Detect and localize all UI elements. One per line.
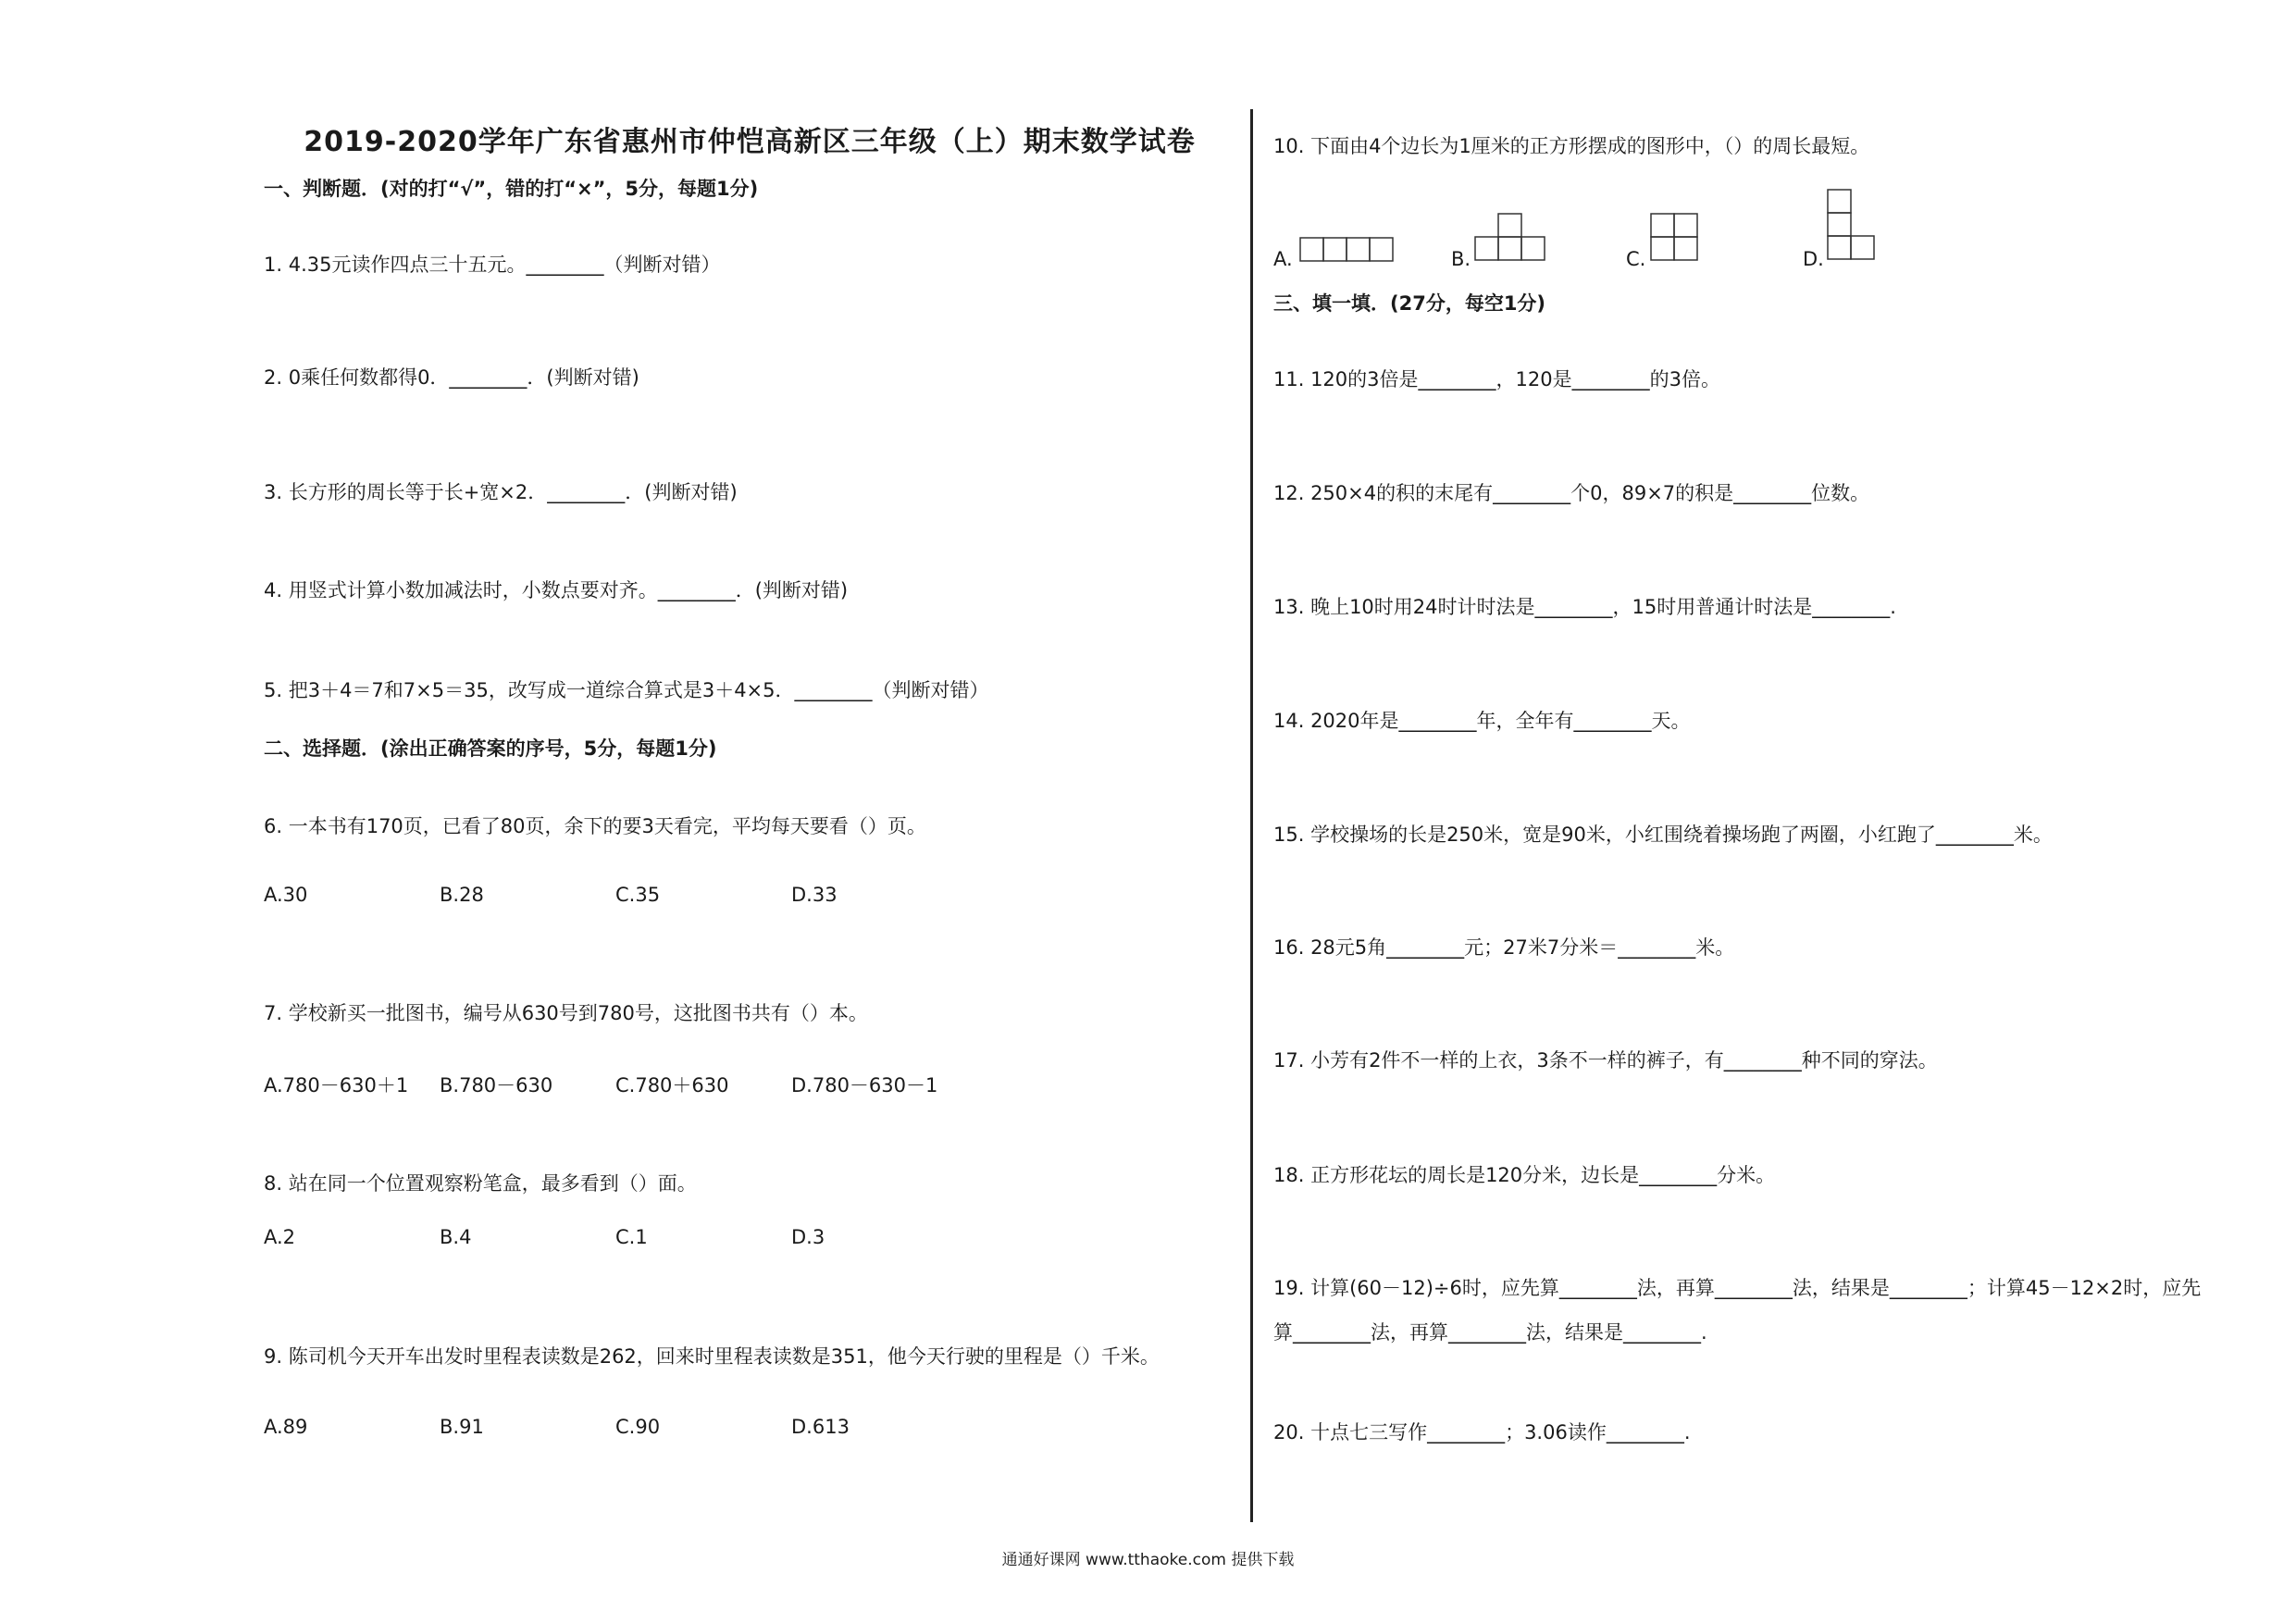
question-10-option-a: A.	[1273, 248, 1293, 270]
question-2: 2. 0乘任何数都得0．________．(判断对错)	[264, 366, 639, 389]
question-12: 12. 250×4的积的末尾有________个0，89×7的积是________位数。	[1273, 482, 1870, 504]
question-14: 14. 2020年是________年，全年有________天。	[1273, 710, 1691, 732]
question-11: 11. 120的3倍是________，120是________的3倍。	[1273, 368, 1720, 390]
question-6: 6. 一本书有170页，已看了80页，余下的要3天看完，平均每天要看（）页。	[264, 815, 926, 837]
question-3: 3. 长方形的周长等于长+宽×2．________．(判断对错)	[264, 481, 738, 503]
page-title: 2019-2020学年广东省惠州市仲恺高新区三年级（上）期末数学试卷	[304, 126, 1196, 158]
question-7: 7. 学校新买一批图书，编号从630号到780号，这批图书共有（）本。	[264, 1002, 868, 1024]
question-9-option-c: C.90	[615, 1416, 661, 1438]
section-heading-choice: 二、选择题．(涂出正确答案的序号，5分，每题1分)	[264, 737, 717, 760]
question-9-option-b: B.91	[440, 1416, 484, 1438]
question-1: 1. 4.35元读作四点三十五元。________（判断对错）	[264, 254, 721, 276]
question-15: 15. 学校操场的长是250米，宽是90米，小红围绕着操场跑了两圈，小红跑了________米。	[1273, 824, 2053, 846]
question-10-option-c: C.	[1626, 248, 1646, 270]
question-7-option-a: A.780－630＋1	[264, 1074, 409, 1096]
question-9: 9. 陈司机今天开车出发时里程表读数是262，回来时里程表读数是351，他今天行驶的里程是（）千米。	[264, 1345, 1160, 1368]
question-18: 18. 正方形花坛的周长是120分米，边长是________分米。	[1273, 1164, 1776, 1186]
column-divider	[1250, 109, 1253, 1522]
question-13: 13. 晚上10时用24时计时法是________，15时用普通计时法是________.	[1273, 596, 1896, 618]
question-19-line-1: 19. 计算(60－12)÷6时，应先算________法，再算________法，结果是________；计算45－12×2时，应先	[1273, 1277, 2202, 1299]
question-19-line-2: 算________法，再算________法，结果是________.	[1273, 1321, 1707, 1344]
question-9-option-d: D.613	[791, 1416, 850, 1438]
question-6-option-a: A.30	[264, 884, 308, 906]
shape-b-t-shape	[1474, 213, 1546, 263]
question-10: 10. 下面由4个边长为1厘米的正方形摆成的图形中，（）的周长最短。	[1273, 135, 1870, 157]
shape-c-square	[1650, 213, 1700, 263]
section-heading-judgement: 一、判断题．(对的打“√”，错的打“×”，5分，每题1分)	[264, 178, 759, 200]
question-8-option-b: B.4	[440, 1226, 472, 1248]
question-9-option-a: A.89	[264, 1416, 308, 1438]
shape-a-four-in-row	[1299, 237, 1394, 263]
question-8: 8. 站在同一个位置观察粉笔盒，最多看到（）面。	[264, 1172, 697, 1195]
question-8-option-d: D.3	[791, 1226, 825, 1248]
question-6-option-b: B.28	[440, 884, 484, 906]
question-5: 5. 把3＋4＝7和7×5＝35，改写成一道综合算式是3＋4×5．________（判断对错）	[264, 679, 989, 701]
question-6-option-d: D.33	[791, 884, 838, 906]
shape-d-l-shape	[1827, 189, 1877, 263]
question-8-option-c: C.1	[615, 1226, 648, 1248]
question-6-option-c: C.35	[615, 884, 661, 906]
question-10-option-d: D.	[1803, 248, 1824, 270]
page-footer: 通通好课网 www.tthaoke.com 提供下载	[1001, 1551, 1295, 1569]
question-8-option-a: A.2	[264, 1226, 296, 1248]
question-7-option-d: D.780－630－1	[791, 1074, 938, 1096]
question-17: 17. 小芳有2件不一样的上衣，3条不一样的裤子，有________种不同的穿法。	[1273, 1049, 1938, 1072]
section-heading-fill-in: 三、填一填．(27分，每空1分)	[1273, 292, 1546, 315]
question-7-option-c: C.780＋630	[615, 1074, 729, 1096]
question-10-option-b: B.	[1451, 248, 1471, 270]
question-16: 16. 28元5角________元；27米7分米＝________米。	[1273, 936, 1735, 959]
question-7-option-b: B.780－630	[440, 1074, 553, 1096]
question-4: 4. 用竖式计算小数加减法时，小数点要对齐。________．(判断对错)	[264, 579, 849, 601]
question-20: 20. 十点七三写作________；3.06读作________.	[1273, 1421, 1691, 1443]
